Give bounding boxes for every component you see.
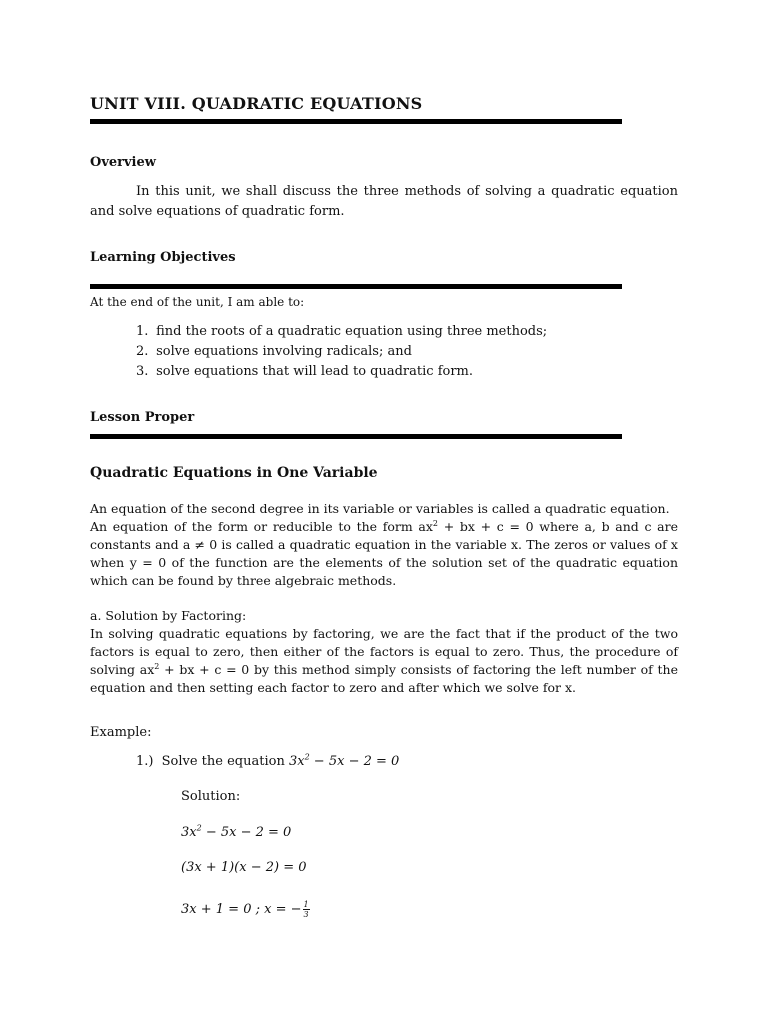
list-item-text: find the roots of a quadratic equation using three methods;	[156, 324, 548, 339]
equation-part: 3x	[288, 754, 305, 769]
title-rule	[90, 119, 622, 124]
objectives-intro: At the end of the unit, I am able to:	[90, 295, 305, 309]
list-item	[136, 342, 547, 362]
problem-text: Solve the equation	[161, 754, 289, 769]
list-item-number: 3.	[136, 364, 149, 379]
definition-paragraph	[90, 500, 678, 590]
fraction	[303, 900, 310, 919]
solution-step-3	[181, 900, 310, 919]
exponent: 2	[154, 661, 160, 671]
definition-line: An equation of the second degree in its variable or variables is called a quadratic equation.	[90, 501, 670, 516]
equation-part: − 5x − 2 = 0	[201, 825, 292, 840]
overview-text: In this unit, we shall discuss the three methods of solving a quadratic equation and solve equations of quadratic form.	[90, 184, 678, 219]
lesson-rule	[90, 434, 622, 439]
list-item-number: 1.	[136, 324, 149, 339]
example-problem	[136, 754, 399, 769]
equation-part: − 5x − 2 = 0	[309, 754, 400, 769]
unit-title: UNIT VIII. QUADRATIC EQUATIONS	[90, 94, 423, 113]
solution-step-1	[181, 825, 291, 840]
list-item	[136, 362, 547, 382]
factoring-text-part: In solving quadratic equations by factoring, we are the fact that if the product of the two factors is equal to zero, then either of the factors is equal to zero. Thus, the procedure of solving ax	[90, 626, 678, 677]
objectives-list	[136, 322, 547, 382]
fraction-numerator: 1	[303, 900, 309, 909]
list-item-number: 2.	[136, 344, 149, 359]
problem-number: 1.)	[136, 754, 154, 769]
example-label: Example:	[90, 725, 152, 740]
factoring-section	[90, 607, 678, 697]
problem-equation	[289, 754, 399, 769]
list-item	[136, 322, 547, 342]
objectives-heading: Learning Objectives	[90, 250, 236, 265]
list-item-text: solve equations involving radicals; and	[156, 344, 412, 359]
fraction-denominator: 3	[303, 910, 309, 919]
solution-step-2: (3x + 1)(x − 2) = 0	[181, 860, 307, 875]
solution-label: Solution:	[181, 789, 241, 804]
factoring-label: a. Solution by Factoring:	[90, 608, 247, 623]
equation-part: 3x + 1 = 0 ; x = −	[181, 902, 302, 917]
overview-heading: Overview	[90, 155, 156, 170]
definition-text: + bx + c = 0 where a, b and c are constants and a ≠ 0 is called a quadratic equation in the variable x. The zeros or values of x when y = 0 of the function are the elements of the solution set of the quadratic equation which can be found by three algebraic methods.	[90, 519, 678, 588]
exponent: 2	[196, 823, 202, 833]
factoring-text	[90, 625, 678, 697]
exponent: 2	[432, 518, 438, 528]
lesson-heading: Lesson Proper	[90, 410, 195, 425]
definition-text: An equation of the form or reducible to the form ax	[90, 519, 433, 534]
equation-part: 3x	[181, 825, 197, 840]
factoring-text-part: + bx + c = 0 by this method simply consists of factoring the left number of the equation and then setting each factor to zero and after which we solve for x.	[90, 662, 678, 695]
exponent: 2	[304, 752, 310, 762]
lesson-subheading: Quadratic Equations in One Variable	[90, 465, 378, 481]
objectives-rule	[90, 284, 622, 289]
definition-quadratic-form	[90, 518, 678, 590]
list-item-text: solve equations that will lead to quadratic form.	[156, 364, 474, 379]
